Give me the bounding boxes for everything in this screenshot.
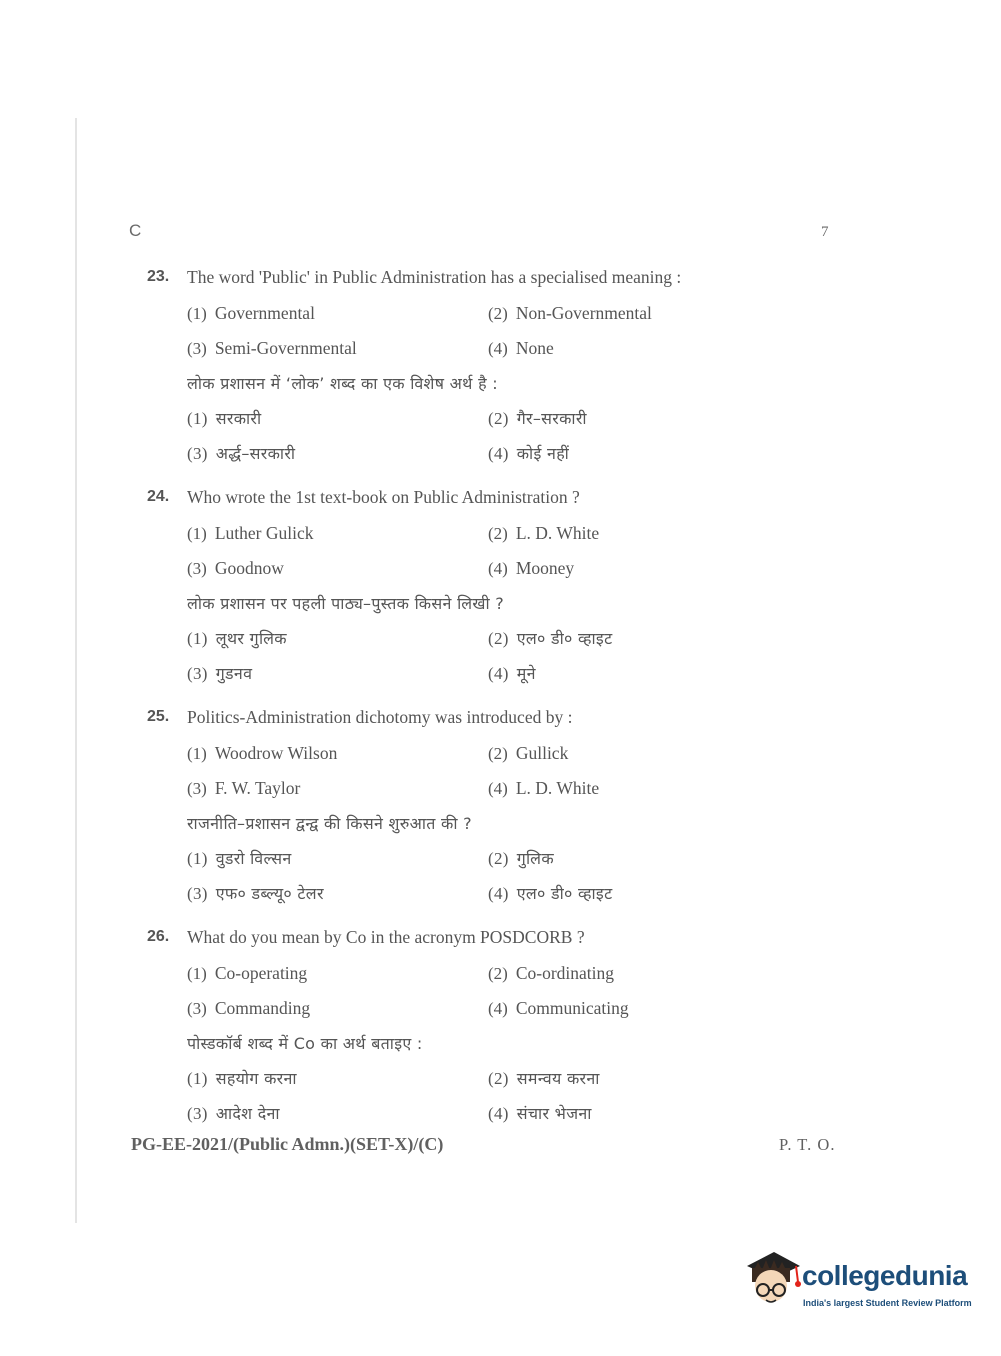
option-1: (1) Woodrow Wilson xyxy=(187,743,338,763)
hindi-option-3: (3) गुडनव xyxy=(187,664,253,683)
hindi-option-2: (2) गैर–सरकारी xyxy=(488,409,587,428)
option-2: (2) Co-ordinating xyxy=(488,963,615,983)
hindi-option-3: (3) अर्द्ध–सरकारी xyxy=(187,444,296,463)
option-2: (2) L. D. White xyxy=(488,523,600,543)
hindi-question-text: पोस्डकॉर्ब शब्द में Co का अर्थ बताइए : xyxy=(187,1034,423,1053)
option-2: (2) Non-Governmental xyxy=(488,303,652,323)
mascot-icon xyxy=(742,1248,802,1318)
hindi-option-4: (4) एल० डी० व्हाइट xyxy=(488,884,613,903)
question-text: Who wrote the 1st text-book on Public Administration ? xyxy=(187,487,580,507)
option-3: (3) F. W. Taylor xyxy=(187,778,301,798)
page-number: 7 xyxy=(821,224,829,240)
option-2: (2) Gullick xyxy=(488,743,569,763)
hindi-option-3: (3) एफ० डब्ल्यू० टेलर xyxy=(187,884,324,903)
paper-code: PG-EE-2021/(Public Admn.)(SET-X)/(C) xyxy=(131,1134,444,1154)
question-number: 24. xyxy=(147,488,170,505)
brand-tagline: India's largest Student Review Platform xyxy=(803,1298,972,1308)
hindi-option-2: (2) एल० डी० व्हाइट xyxy=(488,629,613,648)
hindi-option-1: (1) वुडरो विल्सन xyxy=(187,849,292,868)
option-4: (4) None xyxy=(488,338,554,358)
collegedunia-logo xyxy=(742,1248,972,1318)
question-text: What do you mean by Co in the acronym POSDCORB ? xyxy=(187,927,585,947)
option-4: (4) L. D. White xyxy=(488,778,600,798)
option-1: (1) Governmental xyxy=(187,303,315,323)
option-3: (3) Semi-Governmental xyxy=(187,338,357,358)
brand-name: collegedunia xyxy=(802,1260,968,1291)
hindi-option-2: (2) समन्वय करना xyxy=(488,1069,600,1088)
hindi-option-1: (1) सरकारी xyxy=(187,409,262,428)
option-1: (1) Co-operating xyxy=(187,963,308,983)
question-text: Politics-Administration dichotomy was introduced by : xyxy=(187,707,573,727)
page-margin-line xyxy=(75,118,77,1223)
please-turn-over: P. T. O. xyxy=(779,1135,836,1154)
question-text: The word 'Public' in Public Administration has a specialised meaning : xyxy=(187,267,682,287)
question-number: 26. xyxy=(147,928,170,945)
option-4: (4) Mooney xyxy=(488,558,575,578)
hindi-option-1: (1) लूथर गुलिक xyxy=(187,629,287,648)
option-3: (3) Goodnow xyxy=(187,558,284,578)
option-1: (1) Luther Gulick xyxy=(187,523,314,543)
hindi-option-3: (3) आदेश देना xyxy=(187,1104,280,1123)
hindi-option-4: (4) मूने xyxy=(488,664,536,683)
set-letter: C xyxy=(129,221,142,240)
option-4: (4) Communicating xyxy=(488,998,629,1018)
hindi-option-4: (4) कोई नहीं xyxy=(488,444,570,463)
hindi-question-text: राजनीति–प्रशासन द्वन्द्व की किसने शुरुआत की ? xyxy=(187,814,472,833)
hindi-option-4: (4) संचार भेजना xyxy=(488,1104,592,1123)
question-number: 25. xyxy=(147,708,170,725)
hindi-question-text: लोक प्रशासन में ‘लोक’ शब्द का एक विशेष अर्थ है : xyxy=(187,374,498,393)
hindi-question-text: लोक प्रशासन पर पहली पाठ्य–पुस्तक किसने लिखी ? xyxy=(187,594,505,613)
hindi-option-2: (2) गुलिक xyxy=(488,849,554,868)
hindi-option-1: (1) सहयोग करना xyxy=(187,1069,297,1088)
question-number: 23. xyxy=(147,268,170,285)
option-3: (3) Commanding xyxy=(187,998,311,1018)
